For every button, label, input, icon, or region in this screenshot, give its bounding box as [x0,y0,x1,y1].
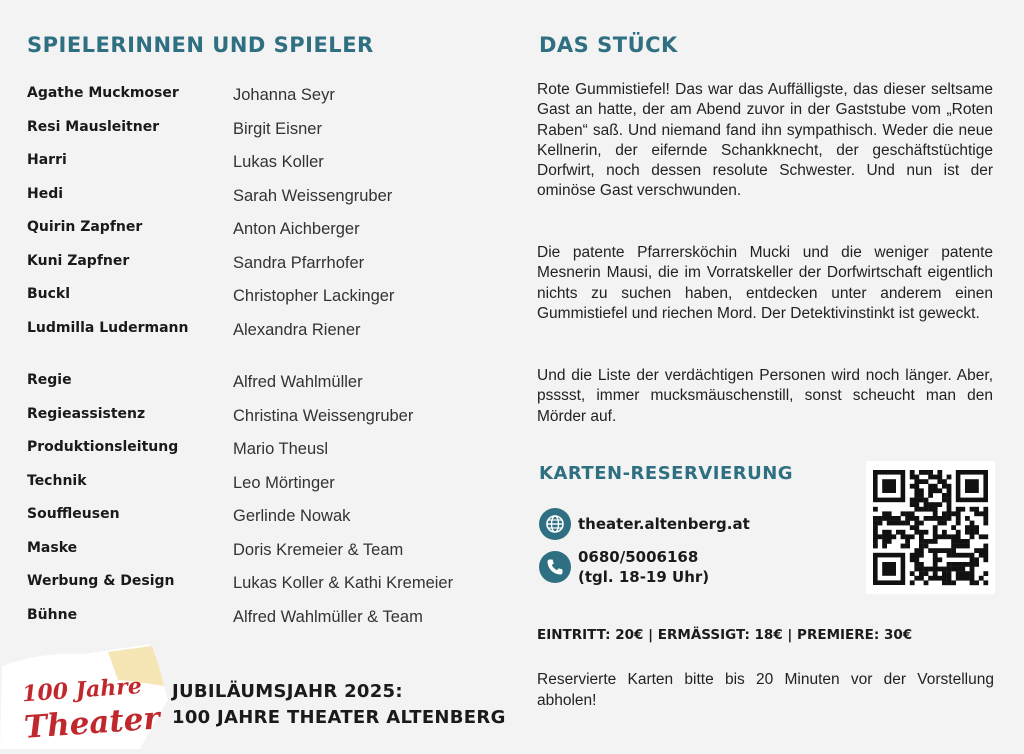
credit-row [27,573,497,595]
credit-row [27,473,497,495]
role-name: Maske [27,539,78,556]
role-name: Werbung & Design [27,573,175,589]
credit-row [27,372,497,394]
jubilee-title: JUBILÄUMSJAHR 2025: [172,681,403,702]
person-name: Christopher Lackinger [233,287,395,305]
role-name: Ludmilla Ludermann [27,319,189,336]
reservation-heading: KARTEN-RESERVIERUNG [539,463,794,484]
role-name: Resi Mausleitner [27,118,160,135]
credit-row [27,320,497,342]
role-name: Hedi [27,185,64,202]
person-name: Doris Kremeier & Team [233,540,404,559]
jubilee-badge [0,640,175,749]
role-name: Kuni Zapfner [27,252,130,269]
phone-hours: (tgl. 18-19 Uhr) [578,568,710,586]
play-paragraph-2: Die patente Pfarrersköchin Mucki und die weniger patente Mesnerin Mausi, die im Vorratskeller der Dorfwirtschaft eigentlich nichts zu suchen haben, entdecken unter anderem einen Gummistiefel und riechen Mord. Der Detektivinstinkt ist geweckt. [537,244,993,322]
role-name: Harri [27,152,67,168]
credit-row [27,286,497,308]
role-name: Quirin Zapfner [27,219,143,235]
role-name: Souffleusen [27,506,120,522]
person-name: Anton Aichberger [233,220,360,238]
person-name: Lukas Koller [233,153,324,171]
credit-row [27,607,497,629]
person-name: Gerlinde Nowak [233,507,351,525]
badge-text-line2: Theater [22,700,161,746]
person-name: Birgit Eisner [233,119,322,138]
person-name: Christina Weissengruber [233,406,414,425]
credit-row [27,219,497,241]
cast-heading: SPIELERINNEN UND SPIELER [27,33,374,57]
person-name: Mario Theusl [233,440,329,458]
credit-row [27,119,497,141]
person-name: Sarah Weissengruber [233,186,393,205]
person-name: Alexandra Riener [233,320,361,339]
role-name: Buckl [27,286,71,302]
person-name: Alfred Wahlmüller [233,373,363,391]
role-name: Bühne [27,606,78,623]
pickup-note: Reservierte Karten bitte bis 20 Minuten vor der Vorstellung abholen! [537,671,994,709]
ticket-prices: EINTRITT: 20€ | ERMÄSSIGT: 18€ | PREMIERE: 30€ [537,627,913,643]
credit-row [27,540,497,562]
qr-code[interactable] [866,461,995,594]
role-name: Technik [27,472,87,489]
play-paragraph-3: Und die Liste der verdächtigen Personen wird noch länger. Aber, psssst, immer mucksmäuschenstill, sonst scheucht man den Mörder auf. [537,367,993,425]
credit-row [27,506,497,528]
play-paragraph-1: Rote Gummistiefel! Das war das Auffälligste, das dieser seltsame Gast an hatte, der am Abend zuvor in der Gaststube vom „Roten Raben“ saß. Und niemand fand ihn sympathisch. Weder die neue Kellnerin, der eifernde Schankknecht, der geschäftstüchtige Dorfwirt, noch dessen resolute Schwester. Und nun ist der ominöse Gast verschwunden. [537,81,993,200]
person-name: Sandra Pfarrhofer [233,253,365,272]
role-name: Regieassistenz [27,405,146,422]
badge-text-line1: 100 Jahre [21,673,143,708]
phone-number: 0680/5006168 [578,548,699,566]
credit-row [27,439,497,461]
credit-row [27,152,497,174]
credit-row [27,253,497,275]
credit-row [27,85,497,107]
jubilee-subtitle: 100 JAHRE THEATER ALTENBERG [172,707,506,728]
globe-icon [539,508,571,540]
person-name: Alfred Wahlmüller & Team [233,607,423,626]
phone-contact[interactable] [578,547,709,587]
website-link[interactable]: theater.altenberg.at [578,515,750,533]
role-name: Regie [27,372,72,388]
phone-icon [539,551,571,583]
role-name: Produktionsleitung [27,439,179,455]
role-name: Agathe Muckmoser [27,85,179,101]
play-heading: DAS STÜCK [539,33,678,57]
credit-row [27,406,497,428]
person-name: Leo Mörtinger [233,473,335,492]
credit-row [27,186,497,208]
person-name: Lukas Koller & Kathi Kremeier [233,574,454,592]
person-name: Johanna Seyr [233,86,335,104]
